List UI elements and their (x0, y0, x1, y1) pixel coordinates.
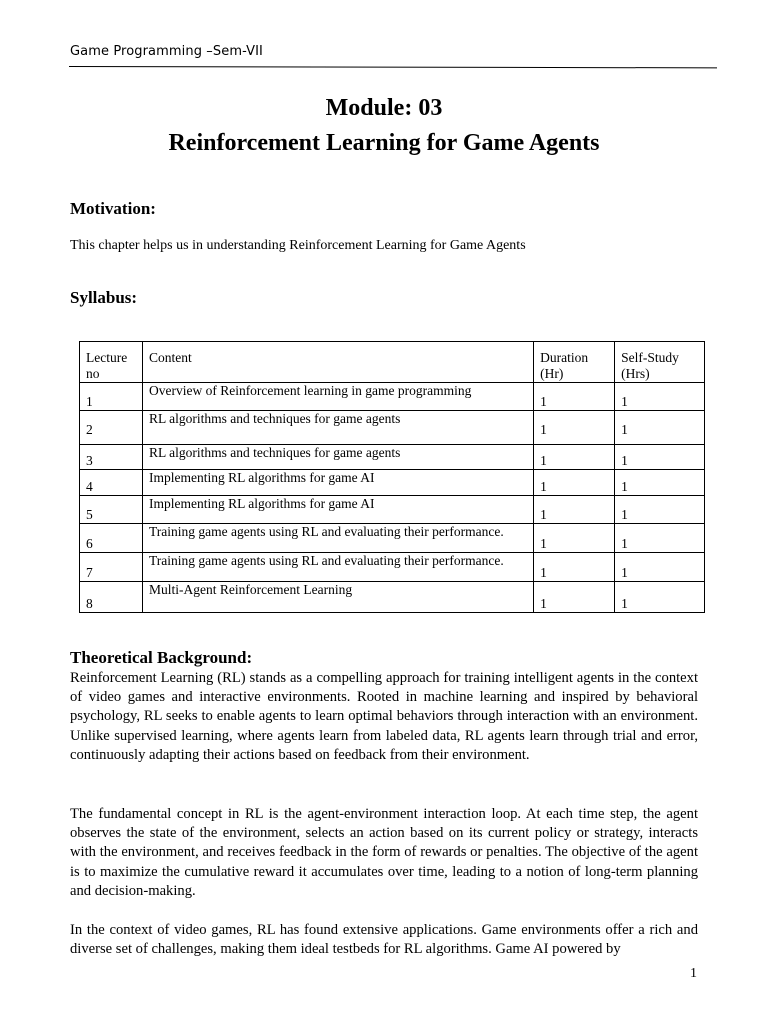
content-cell: Multi-Agent Reinforcement Learning (142, 582, 533, 613)
page-number: 1 (690, 966, 697, 981)
lecture-no-cell: 1 (80, 383, 143, 411)
content-cell: RL algorithms and techniques for game agents (142, 445, 533, 470)
table-row (80, 496, 705, 524)
self-study-cell: 1 (615, 582, 705, 613)
self-study-cell: 1 (615, 445, 705, 470)
column-header-content: Content (142, 342, 533, 383)
duration-cell: 1 (534, 383, 615, 411)
table-row (80, 553, 705, 582)
duration-cell: 1 (534, 524, 615, 553)
body-paragraph: In the context of video games, RL has found extensive applications. Game environments offer a rich and diverse set of challenges, making them ideal testbeds for RL algorithms. Game AI powered by (70, 922, 698, 958)
duration-cell: 1 (534, 445, 615, 470)
table-row (80, 383, 705, 411)
header-divider (69, 66, 717, 68)
column-header-lecture-no: Lecture no (80, 342, 143, 383)
column-header-self-study: Self-Study (Hrs) (615, 342, 705, 383)
self-study-cell: 1 (615, 496, 705, 524)
syllabus-heading: Syllabus: (70, 288, 138, 307)
syllabus-header-row (80, 342, 705, 383)
lecture-no-cell: 6 (80, 524, 143, 553)
course-header: Game Programming –Sem-VII (70, 44, 263, 59)
content-cell: Implementing RL algorithms for game AI (142, 470, 533, 496)
lecture-no-cell: 3 (80, 445, 143, 470)
theoretical-background-heading: Theoretical Background: (70, 648, 253, 667)
body-paragraph: The fundamental concept in RL is the agent-environment interaction loop. At each time step, the agent observes the state of the environment, selects an action based on its current policy or strategy, interacts with the environment, and receives feedback in the form of rewards or penalties. The objective of the agent is to maximize the cumulative reward it accumulates over time, leading to a notion of long-term planning and decision-making. (70, 806, 698, 899)
table-row (80, 582, 705, 613)
self-study-cell: 1 (615, 524, 705, 553)
content-cell: Overview of Reinforcement learning in game programming (142, 383, 533, 411)
duration-cell: 1 (534, 582, 615, 613)
motivation-heading: Motivation: (70, 199, 156, 218)
lecture-no-cell: 2 (80, 411, 143, 445)
table-row (80, 524, 705, 553)
table-row (80, 470, 705, 496)
content-cell: RL algorithms and techniques for game agents (142, 411, 533, 445)
content-cell: Implementing RL algorithms for game AI (142, 496, 533, 524)
duration-cell: 1 (534, 411, 615, 445)
module-title: Reinforcement Learning for Game Agents (168, 130, 600, 156)
content-cell: Training game agents using RL and evaluating their performance. (142, 553, 533, 582)
self-study-cell: 1 (615, 411, 705, 445)
syllabus-table (79, 341, 705, 613)
lecture-no-cell: 8 (80, 582, 143, 613)
lecture-no-cell: 5 (80, 496, 143, 524)
content-cell: Training game agents using RL and evaluating their performance. (142, 524, 533, 553)
column-header-duration: Duration (Hr) (534, 342, 615, 383)
self-study-cell: 1 (615, 383, 705, 411)
body-paragraph: Reinforcement Learning (RL) stands as a compelling approach for training intelligent agents in the context of video games and interactive environments. Rooted in machine learning and inspired by behavioral psychology, RL seeks to enable agents to learn optimal behaviors through interaction with an environment. Unlike supervised learning, where agents learn from labeled data, RL agents learn through trial and error, continuously adapting their actions based on feedback from their environment. (70, 670, 698, 763)
table-row (80, 445, 705, 470)
motivation-text: This chapter helps us in understanding Reinforcement Learning for Game Agents (70, 238, 526, 253)
duration-cell: 1 (534, 496, 615, 524)
self-study-cell: 1 (615, 470, 705, 496)
duration-cell: 1 (534, 553, 615, 582)
lecture-no-cell: 4 (80, 470, 143, 496)
lecture-no-cell: 7 (80, 553, 143, 582)
self-study-cell: 1 (615, 553, 705, 582)
module-number: Module: 03 (325, 95, 443, 121)
table-row (80, 411, 705, 445)
duration-cell: 1 (534, 470, 615, 496)
